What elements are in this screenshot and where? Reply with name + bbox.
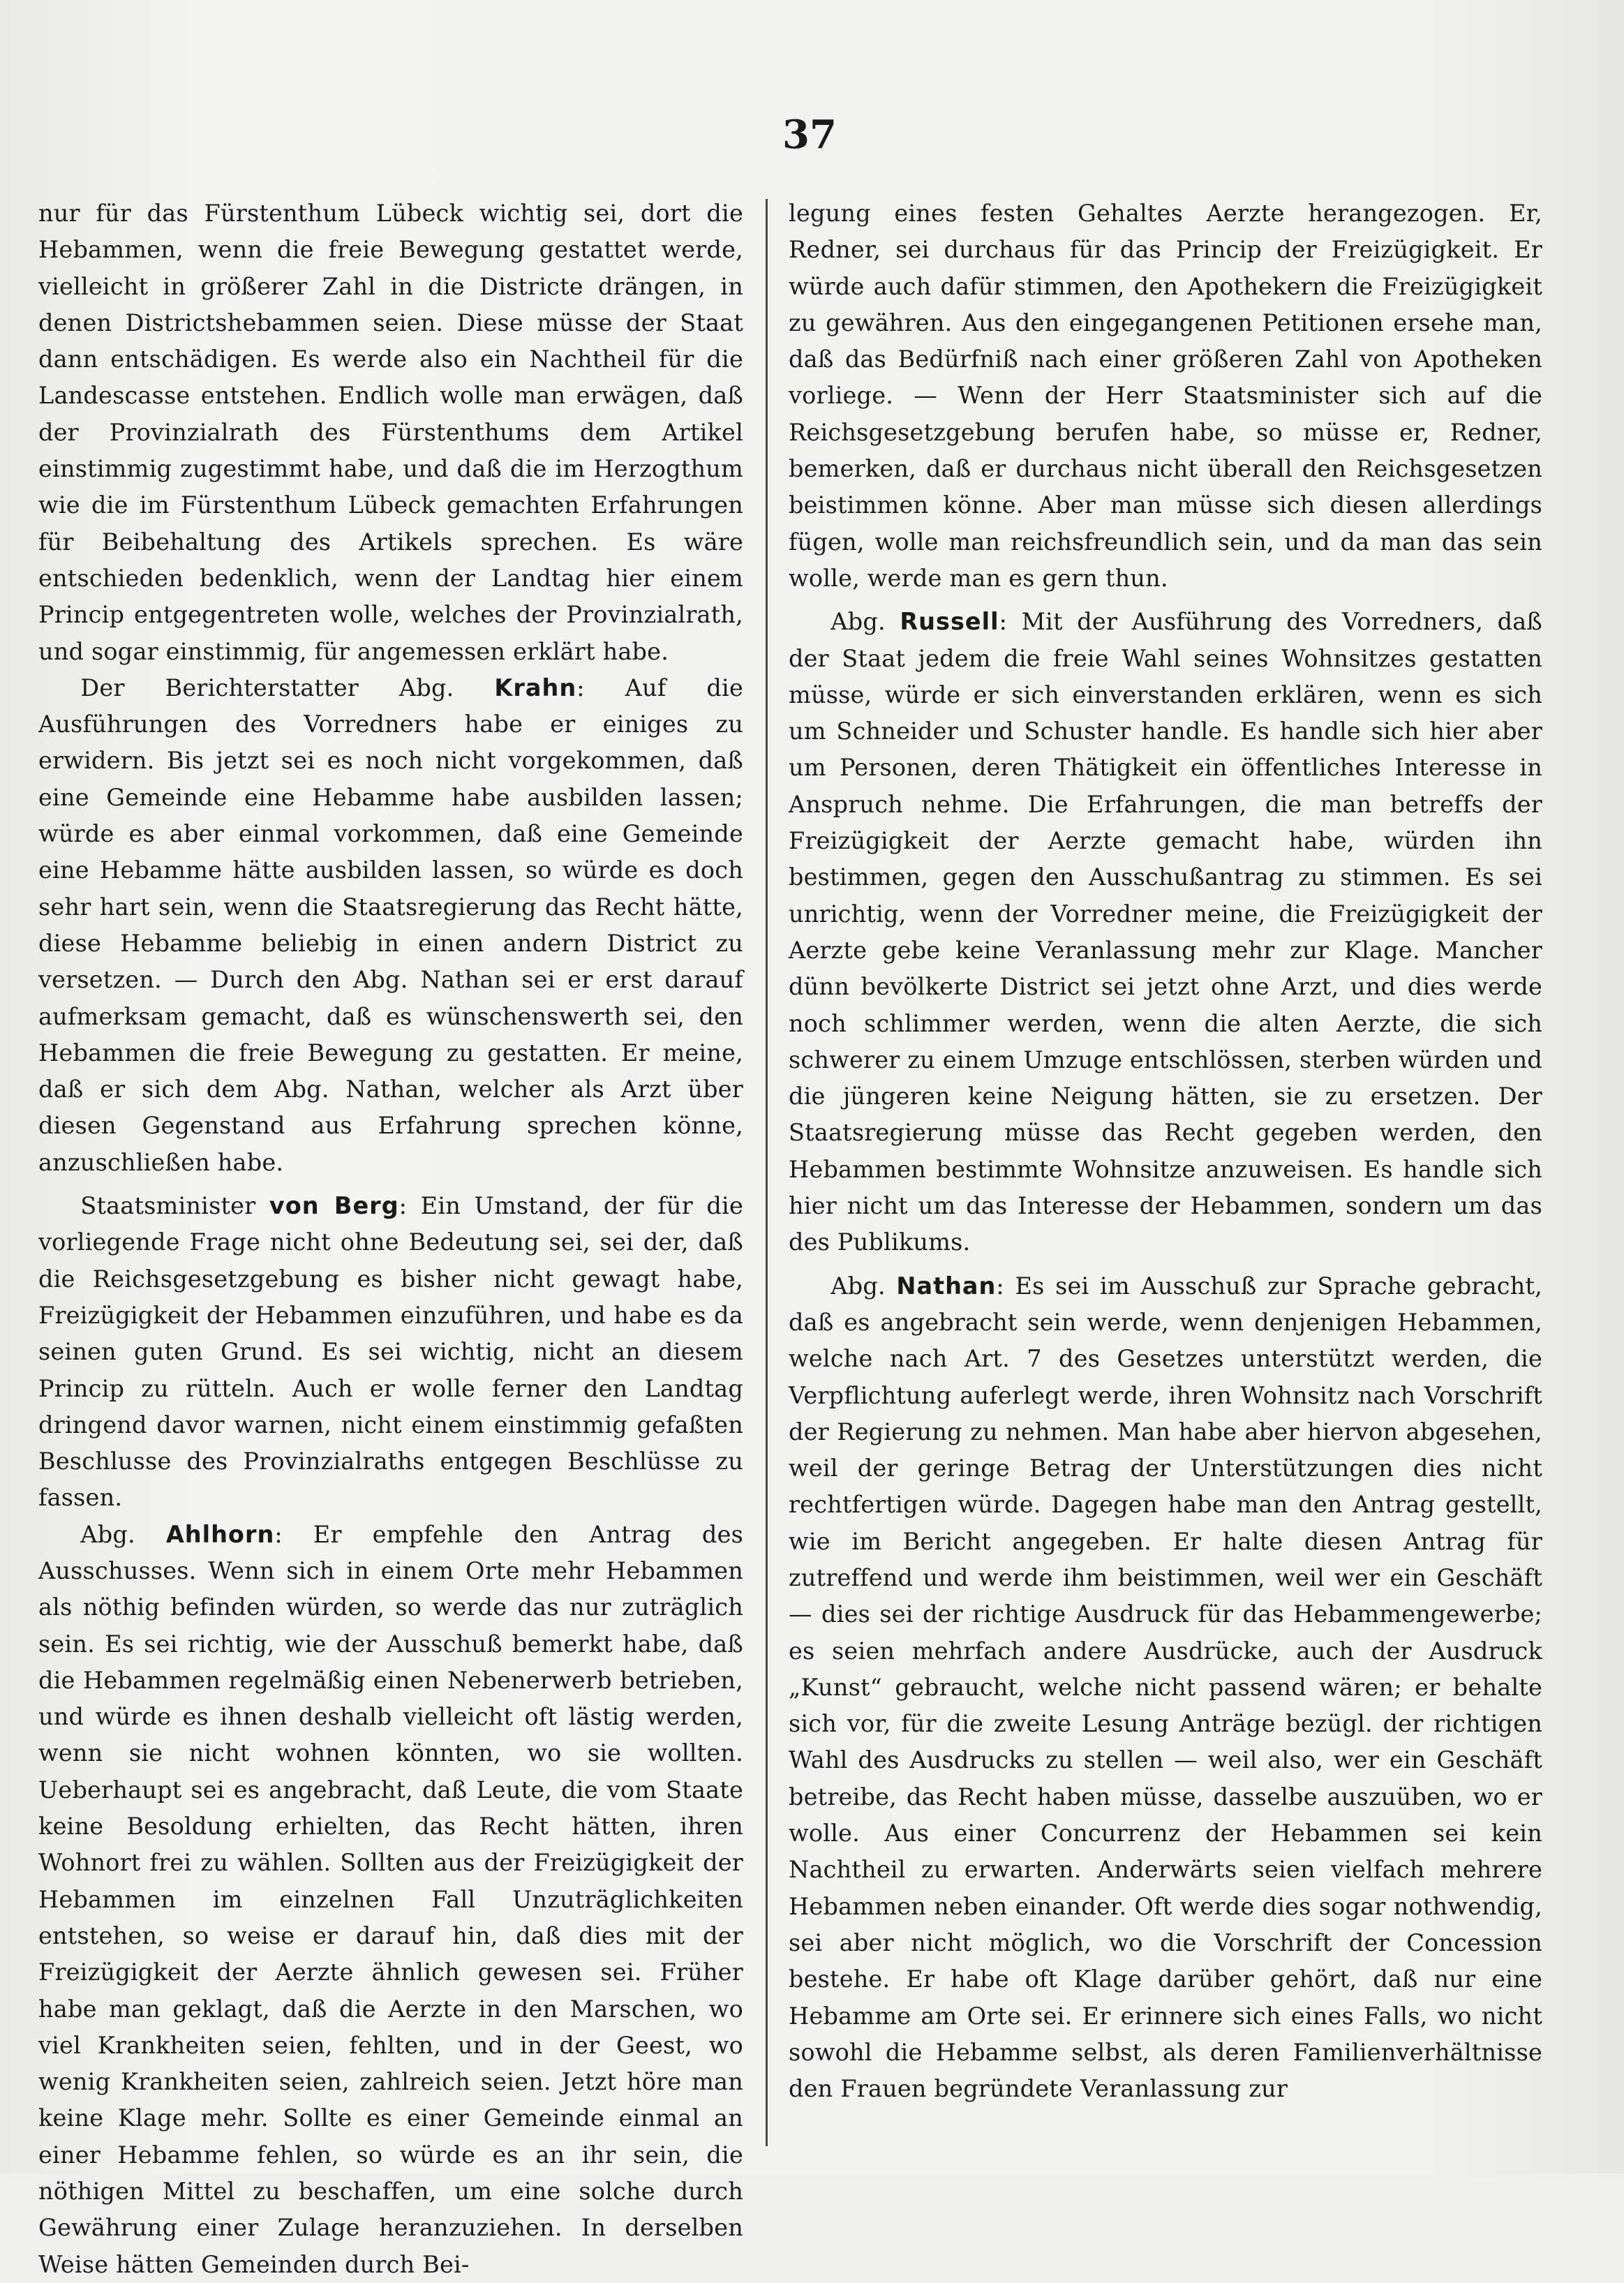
left-column: [38, 195, 743, 2278]
paragraph: [38, 670, 743, 1181]
paragraph-text: Abg.: [830, 1272, 897, 1300]
paragraph: [789, 604, 1542, 1261]
speaker-name: Nathan: [896, 1272, 997, 1300]
paragraph-text: : Auf die Ausführungen des Vorredners habe er einiges zu erwidern. Bis jetzt sei es noch nicht vorgekommen, daß eine Gemeinde eine Hebamme habe ausbilden lassen; würde es aber einmal vorkommen, daß eine Gemeinde eine Hebamme hätte ausbilden lassen, so würde es doch sehr hart sein, wenn die Staatsregierung das Recht hätte, diese Hebamme beliebig in einen andern District zu versetzen. — Durch den Abg. Nathan sei er erst darauf aufmerksam gemacht, daß es wünschenswerth sei, den Hebammen die freie Bewegung zu gestatten. Er meine, daß er sich dem Abg. Nathan, welcher als Arzt über diesen Gegenstand aus Erfahrung sprechen könne, anzuschließen habe.: [38, 674, 743, 1176]
paragraph-text: Der Berichterstatter Abg.: [80, 674, 495, 701]
column-divider: [766, 199, 768, 2146]
paragraph-text: Abg.: [830, 608, 900, 636]
paragraph: [38, 195, 743, 670]
paragraph-text: Staatsminister: [80, 1192, 269, 1220]
paragraph-text: Abg.: [80, 1520, 166, 1548]
speaker-name: Ahlhorn: [165, 1520, 275, 1548]
speaker-name: von Berg: [269, 1192, 399, 1220]
speaker-name: Krahn: [494, 674, 577, 701]
page-number: 37: [782, 112, 837, 158]
paragraph: [789, 1268, 1542, 2108]
paragraph: [38, 1517, 743, 2283]
paragraph: [789, 195, 1542, 597]
paragraph-text: : Ein Umstand, der für die vorliegende Frage nicht ohne Bedeutung sei, sei der, daß die Reichsgesetzgebung es bisher nicht gewagt habe, Freizügigkeit der Hebammen einzuführen, und habe es da seinen guten Grund. Es sei wichtig, nicht an diesem Princip zu rütteln. Auch er wolle ferner den Landtag dringend davor warnen, nicht einem einstimmig gefaßten Beschlusse des Provinzialraths entgegen Beschlüsse zu fassen.: [38, 1192, 743, 1512]
paragraph-text: legung eines festen Gehaltes Aerzte herangezogen. Er, Redner, sei durchaus für das Princip der Freizügigkeit. Er würde auch dafür stimmen, den Apothekern die Freizügigkeit zu gewähren. Aus den eingegangenen Petitionen ersehe man, daß das Bedürfniß nach einer größeren Zahl von Apotheken vorliege. — Wenn der Herr Staatsminister sich auf die Reichsgesetzgebung berufen habe, so müsse er, Redner, bemerken, daß er durchaus nicht überall den Reichsgesetzen beistimmen könne. Aber man müsse sich diesen allerdings fügen, wolle man reichsfreundlich sein, und da man das sein wolle, werde man es gern thun.: [789, 200, 1542, 592]
paragraph: [38, 1188, 743, 1517]
paragraph-text: nur für das Fürstenthum Lübeck wichtig sei, dort die Hebammen, wenn die freie Bewegung gestattet werde, vielleicht in größerer Zahl in die Districte drängen, in denen Districtshebammen seien. Diese müsse der Staat dann entschädigen. Es werde also ein Nachtheil für die Landescasse entstehen. Endlich wolle man erwägen, daß der Provinzialrath des Fürstenthums dem Artikel einstimmig zugestimmt habe, und daß die im Herzogthum wie die im Fürstenthum Lübeck gemachten Erfahrungen für Beibehaltung des Artikels sprechen. Es wäre entschieden bedenklich, wenn der Landtag hier einem Princip entgegentreten wolle, welches der Provinzialrath, und sogar einstimmig, für angemessen erklärt habe.: [38, 200, 743, 665]
paragraph-text: : Er empfehle den Antrag des Ausschusses. Wenn sich in einem Orte mehr Hebammen als nöthig befinden würden, so werde das nur zuträglich sein. Es sei richtig, wie der Ausschuß bemerkt habe, daß die Hebammen regelmäßig einen Nebenerwerb betrieben, und würde es ihnen deshalb vielleicht oft lästig werden, wenn sie nicht wohnen könnten, wo sie wollten. Ueberhaupt sei es angebracht, daß Leute, die vom Staate keine Besoldung erhielten, das Recht hätten, ihren Wohnort frei zu wählen. Sollten aus der Freizügigkeit der Hebammen im einzelnen Fall Unzuträglichkeiten entstehen, so weise er darauf hin, daß dies mit der Freizügigkeit der Aerzte ähnlich gewesen sei. Früher habe man geklagt, daß die Aerzte in den Marschen, wo viel Krankheiten seien, fehlten, und in der Geest, wo wenig Krankheiten seien, zahlreich seien. Jetzt höre man keine Klage mehr. Sollte es einer Gemeinde einmal an einer Hebamme fehlen, so würde es an ihr sein, die nöthigen Mittel zu beschaffen, um eine solche durch Gewährung einer Zulage heranzuziehen. In derselben Weise hätten Gemeinden durch Bei-: [38, 1520, 743, 2278]
paragraph-text: : Mit der Ausführung des Vorredners, daß der Staat jedem die freie Wahl seines Wohnsitzes gestatten müsse, würde er sich einverstanden erklären, wenn es sich um Schneider und Schuster handle. Es handle sich hier aber um Personen, deren Thätigkeit ein öffentliches Interesse in Anspruch nehme. Die Erfahrungen, die man betreffs der Freizügigkeit der Aerzte gemacht habe, würden ihn bestimmen, gegen den Ausschußantrag zu stimmen. Es sei unrichtig, wenn der Vorredner meine, die Freizügigkeit der Aerzte gebe keine Veranlassung mehr zur Klage. Mancher dünn bevölkerte District sei jetzt ohne Arzt, und dies werde noch schlimmer werden, wenn die alten Aerzte, die sich schwerer zu einem Umzuge entschlössen, sterben würden und die jüngeren keine Neigung hätten, sie zu ersetzen. Der Staatsregierung müsse das Recht gegeben werden, den Hebammen bestimmte Wohnsitze anzuweisen. Es handle sich hier nicht um das Interesse der Hebammen, sondern um das des Publikums.: [789, 608, 1542, 1256]
right-column: [789, 195, 1542, 2150]
paragraph-text: : Es sei im Ausschuß zur Sprache gebracht, daß es angebracht sein werde, wenn denjenigen Hebammen, welche nach Art. 7 des Gesetzes unterstützt werden, die Verpflichtung auferlegt werde, ihren Wohnsitz nach Vorschrift der Regierung zu nehmen. Man habe aber hiervon abgesehen, weil der geringe Betrag der Unterstützungen dies nicht rechtfertigen würde. Dagegen habe man den Antrag gestellt, wie im Bericht angegeben. Er halte diesen Antrag für zutreffend und werde ihm beistimmen, weil wer ein Geschäft — dies sei der richtige Ausdruck für das Hebammengewerbe; es seien mehrfach andere Ausdrücke, auch der Ausdruck „Kunst“ gebraucht, welche nicht passend wären; er behalte sich vor, für die zweite Lesung Anträge bezügl. der richtigen Wahl des Ausdrucks zu stellen — weil also, wer ein Geschäft betreibe, das Recht haben müsse, dasselbe auszuüben, wo er wolle. Aus einer Concurrenz der Hebammen sei kein Nachtheil zu erwarten. Anderwärts seien vielfach mehrere Hebammen neben einander. Oft werde dies sogar nothwendig, sei aber nicht möglich, wo die Vorschrift der Concession bestehe. Er habe oft Klage darüber gehört, daß nur eine Hebamme am Orte sei. Er erinnere sich eines Falls, wo nicht sowohl die Hebamme selbst, als deren Familienverhältnisse den Frauen begründete Veranlassung zur: [789, 1272, 1542, 2103]
speaker-name: Russell: [900, 608, 999, 636]
